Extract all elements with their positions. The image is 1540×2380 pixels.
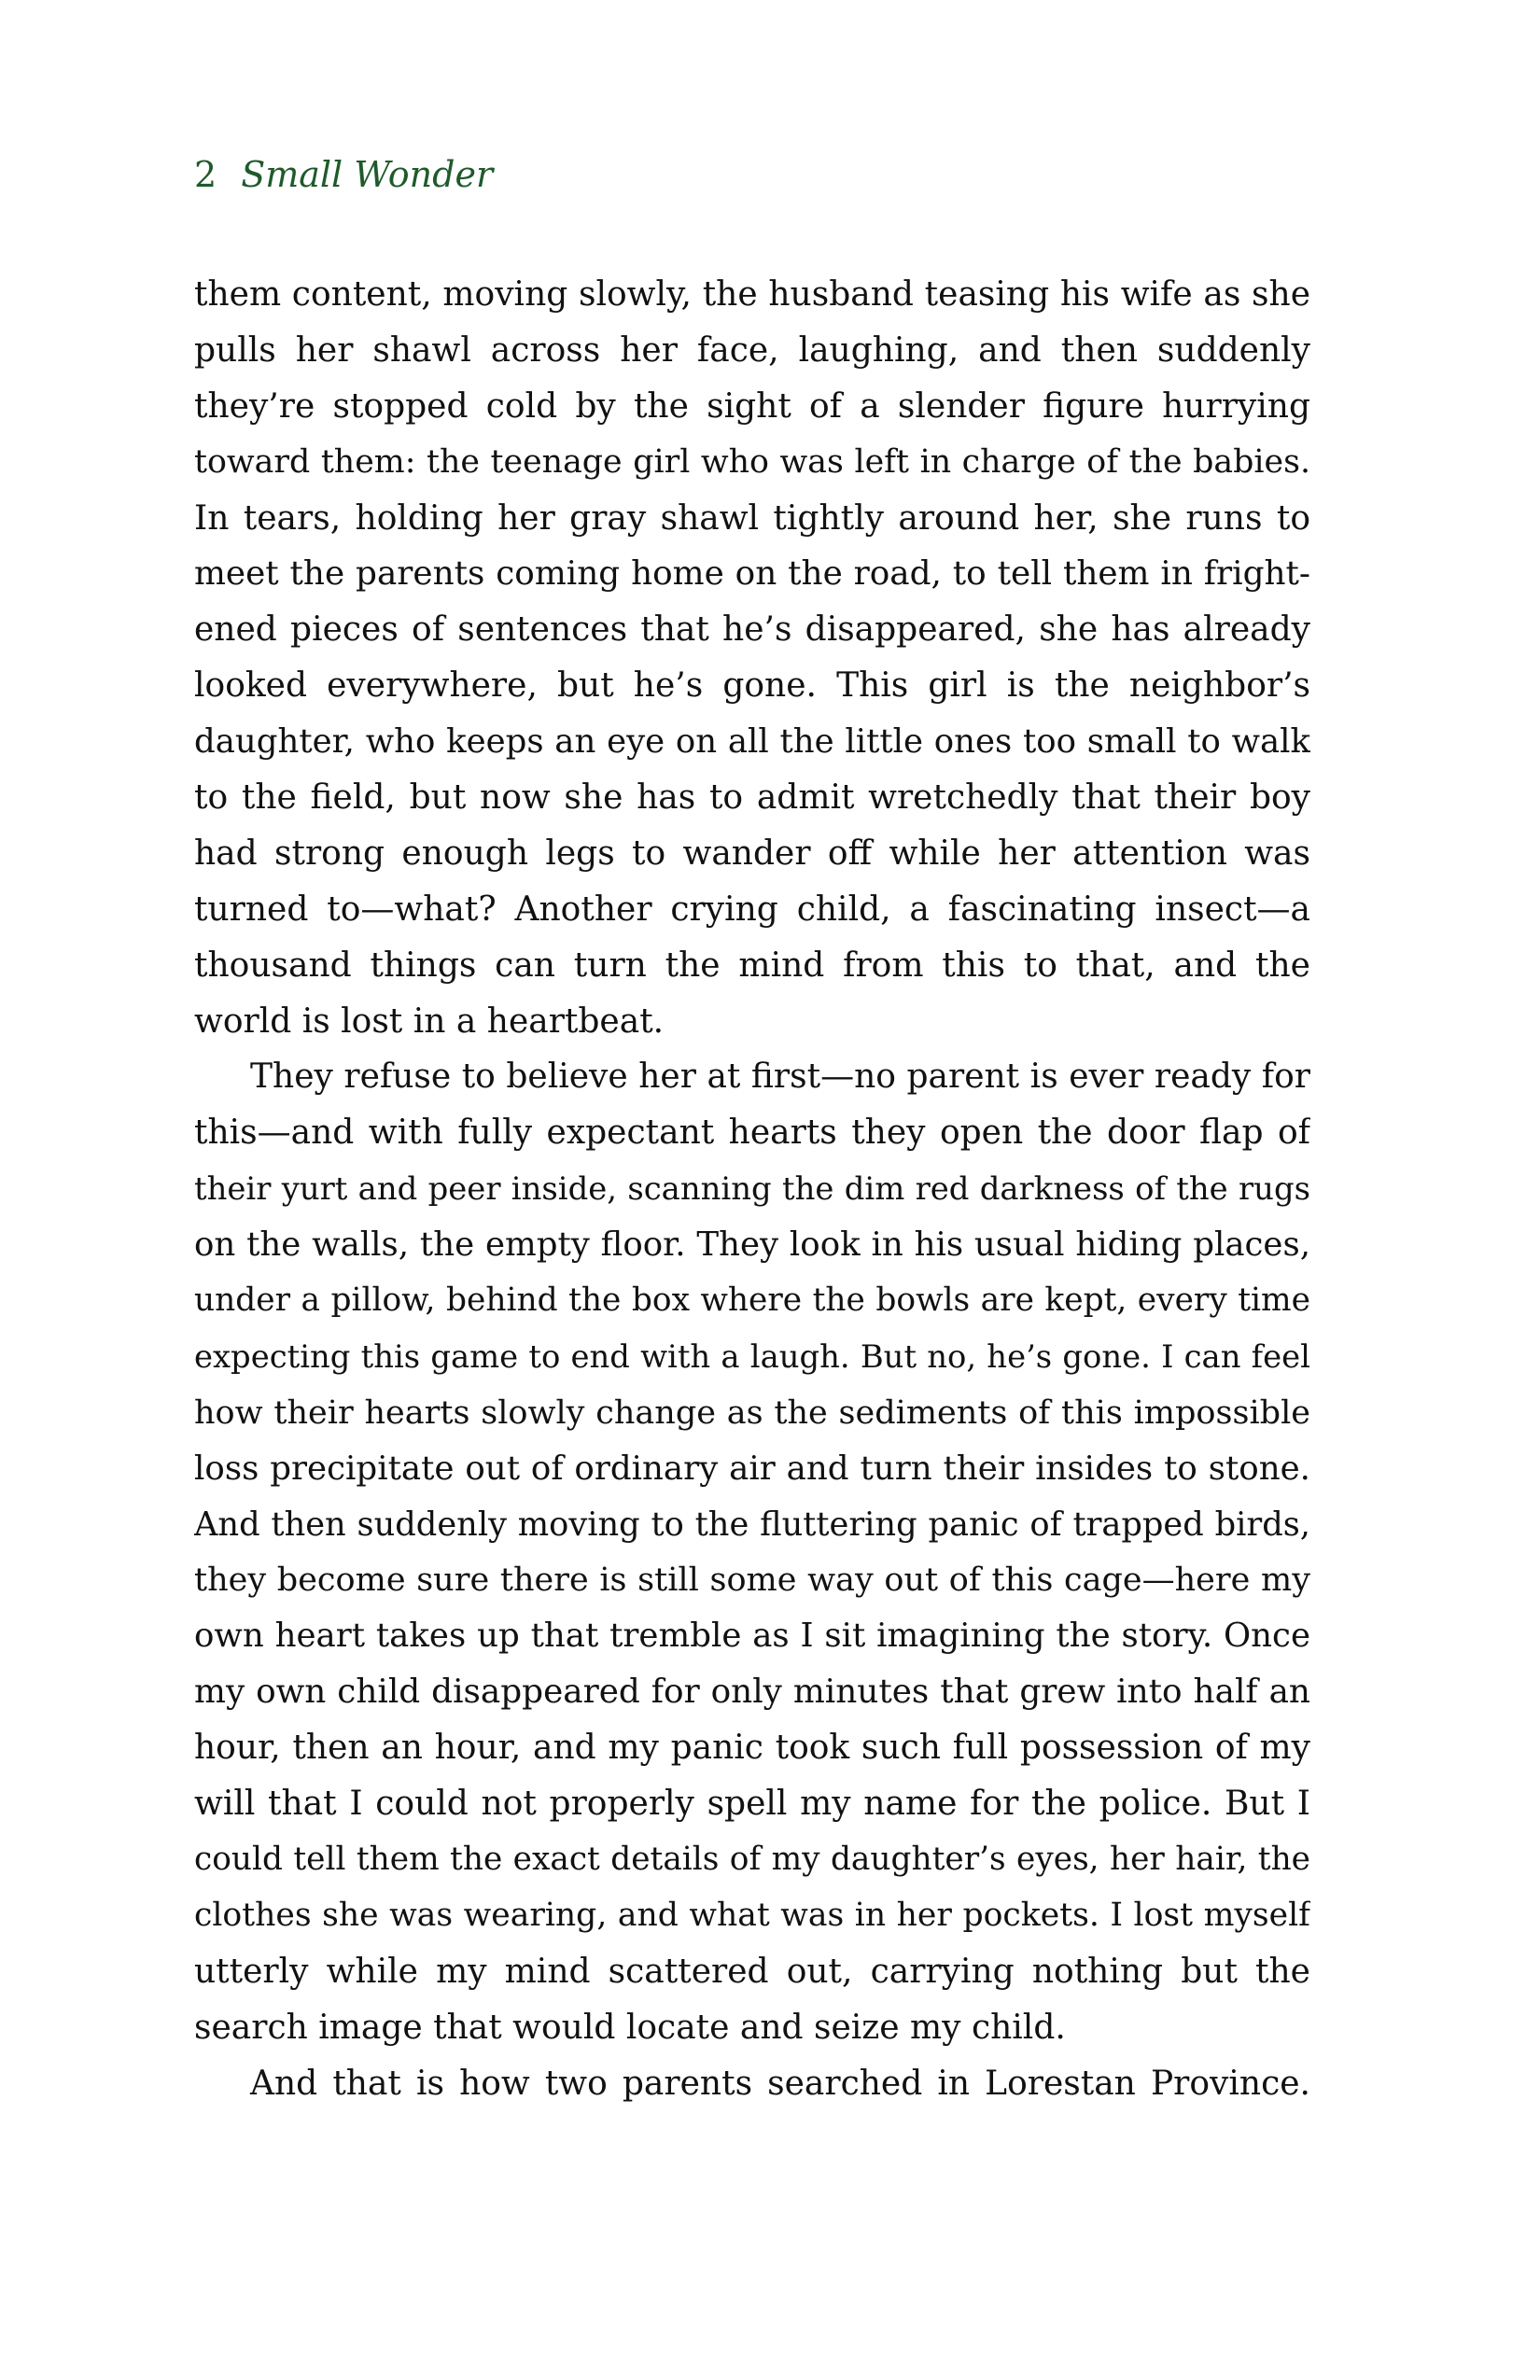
text-line: to the field, but now she has to admit wretchedly that their boy — [194, 778, 1310, 818]
text-line: utterly while my mind scattered out, carrying nothing but the — [194, 1952, 1310, 1991]
page-number: 2 — [194, 154, 217, 195]
text-line: this—and with fully expectant hearts they open the door flap of — [194, 1113, 1310, 1153]
text-line: could tell them the exact details of my daughter’s eyes, her hair, the — [194, 1840, 1310, 1878]
running-head — [194, 154, 494, 195]
text-line: ened pieces of sentences that he’s disappeared, she has already — [194, 610, 1310, 650]
text-line: thousand things can turn the mind from this to that, and the — [194, 945, 1310, 985]
text-line: In tears, holding her gray shawl tightly around her, she runs to — [194, 498, 1310, 538]
text-line: them content, moving slowly, the husband teasing his wife as she — [194, 275, 1310, 314]
text-line: how their hearts slowly change as the sediments of this impossible — [194, 1393, 1310, 1432]
text-line: And then suddenly moving to the fluttering panic of trapped birds, — [194, 1505, 1310, 1544]
text-line: will that I could not properly spell my name for the police. But I — [194, 1785, 1310, 1824]
text-line: toward them: the teenage girl who was left in charge of the babies. — [194, 442, 1310, 481]
text-line: had strong enough legs to wander off while her attention was — [194, 833, 1310, 873]
text-line: their yurt and peer inside, scanning the dim red darkness of the rugs — [194, 1170, 1310, 1208]
text-line: daughter, who keeps an eye on all the little ones too small to walk — [194, 722, 1310, 762]
text-line: loss precipitate out of ordinary air and turn their insides to stone. — [194, 1449, 1310, 1488]
text-line: clothes she was wearing, and what was in her pockets. I lost myself — [194, 1896, 1310, 1934]
paragraph-1 — [194, 267, 1310, 1049]
text-line: And that is how two parents searched in Lorestan Province. — [250, 2064, 1310, 2103]
text-line: looked everywhere, but he’s gone. This girl is the neighbor’s — [194, 666, 1310, 706]
paragraph-2 — [194, 1049, 1310, 2055]
text-line: meet the parents coming home on the road, to tell them in fright- — [194, 554, 1310, 594]
text-line: pulls her shawl across her face, laughing, and then suddenly — [194, 330, 1310, 370]
paragraph-3 — [194, 2056, 1310, 2112]
text-line: under a pillow, behind the box where the bowls are kept, every time — [194, 1281, 1310, 1320]
text-line: search image that would locate and seize my child. — [194, 2008, 1066, 2047]
text-line: turned to—what? Another crying child, a fascinating insect—a — [194, 889, 1310, 929]
text-line: world is lost in a heartbeat. — [194, 1001, 665, 1041]
text-line: they’re stopped cold by the sight of a slender figure hurrying — [194, 386, 1310, 426]
book-title: Small Wonder — [241, 154, 494, 195]
text-line: own heart takes up that tremble as I sit imagining the story. Once — [194, 1617, 1310, 1656]
text-line: They refuse to believe her at first—no parent is ever ready for — [250, 1057, 1310, 1097]
text-line: my own child disappeared for only minutes that grew into half an — [194, 1673, 1310, 1712]
text-line: they become sure there is still some way out of this cage—here my — [194, 1561, 1310, 1600]
text-line: expecting this game to end with a laugh. But no, he’s gone. I can feel — [194, 1337, 1310, 1375]
text-line: on the walls, the empty floor. They look in his usual hiding places, — [194, 1225, 1310, 1265]
body-text — [194, 267, 1310, 2111]
text-line: hour, then an hour, and my panic took such full possession of my — [194, 1729, 1310, 1768]
